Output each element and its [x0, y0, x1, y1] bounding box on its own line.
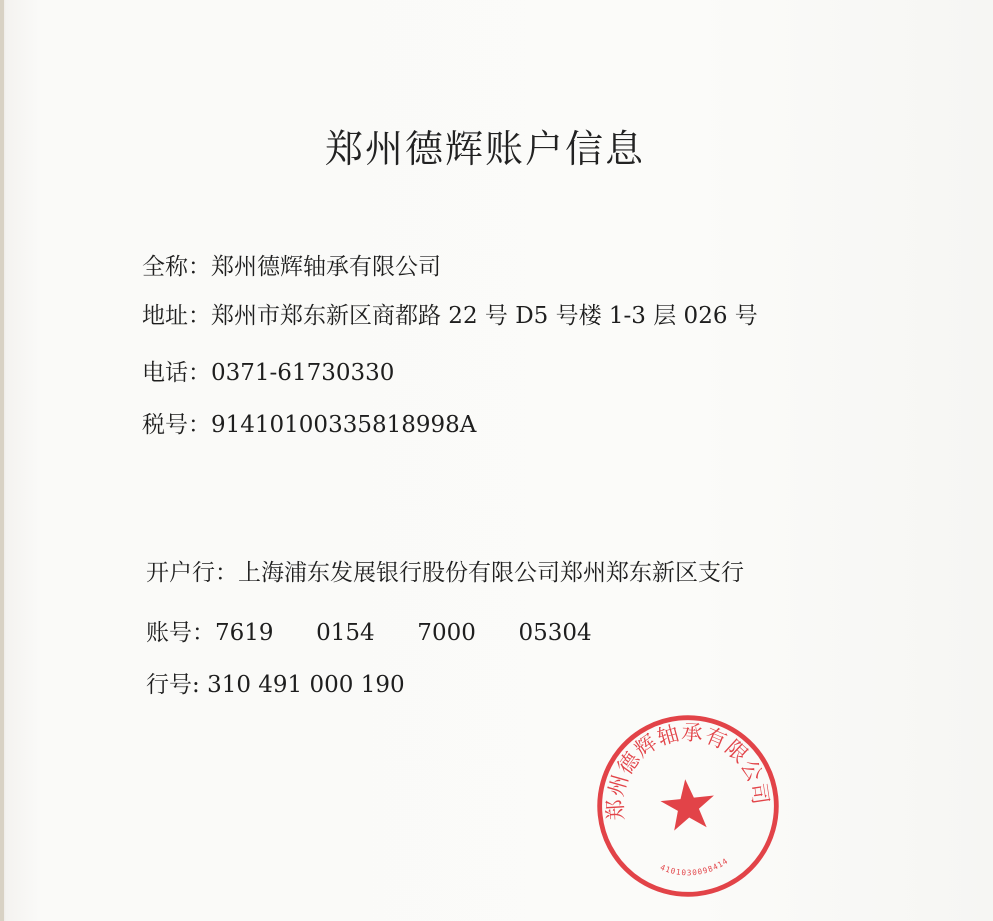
- field-value: 郑州德辉轴承有限公司: [211, 254, 441, 280]
- company-seal: [582, 700, 793, 911]
- field-full-name: [142, 252, 441, 282]
- seal-text: 郑州德辉轴承有限公司: [602, 719, 774, 822]
- star-icon: [658, 776, 717, 831]
- document-title: 郑州德辉账户信息: [324, 127, 645, 171]
- field-account-number: [146, 618, 592, 648]
- field-value: 0371-61730330: [211, 360, 395, 386]
- field-label: 地址：: [142, 303, 211, 329]
- field-label: 税号：: [142, 412, 211, 438]
- field-bank-name: [146, 558, 744, 588]
- field-value: 郑州市郑东新区商都路 22 号 D5 号楼 1-3 层 026 号: [211, 303, 758, 329]
- field-address: [142, 301, 758, 331]
- field-value: 91410100335818998A: [211, 412, 477, 438]
- field-label: 开户行：: [146, 560, 238, 586]
- field-label: 账号：: [146, 620, 215, 646]
- field-label: 全称：: [142, 254, 211, 280]
- field-value: 7619 0154 7000 05304: [215, 620, 592, 646]
- field-phone: [142, 358, 394, 388]
- field-value: 310 491 000 190: [207, 672, 405, 698]
- field-bank-code: [146, 670, 405, 700]
- seal-number: 4101030098414: [658, 856, 731, 878]
- field-value: 上海浦东发展银行股份有限公司郑州郑东新区支行: [238, 560, 744, 586]
- field-label: 电话：: [142, 360, 211, 386]
- field-tax-id: [142, 410, 476, 440]
- field-label: 行号:: [146, 672, 208, 698]
